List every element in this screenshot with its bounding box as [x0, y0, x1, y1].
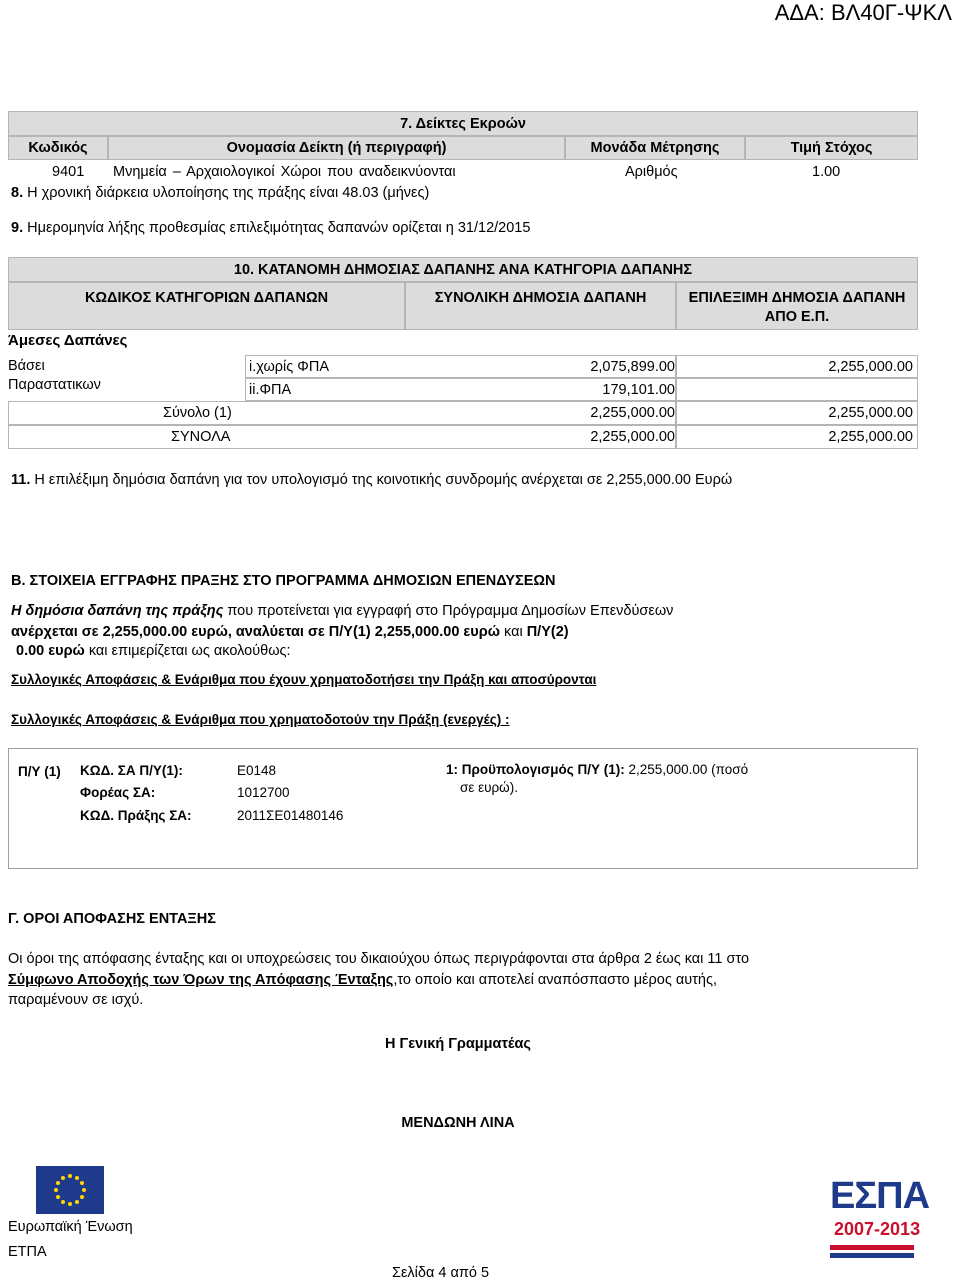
kod-sa-value: Ε0148: [237, 763, 277, 778]
signatory-role: Η Γενική Γραμματέας: [385, 1036, 531, 1052]
allocation-row-eligible: [676, 378, 918, 401]
total-header: [405, 282, 676, 330]
decisions-funded-heading: Συλλογικές Αποφάσεις & Ενάριθμα που έχουν χρηματοδοτήσει την Πράξη και αποσύρονται: [11, 672, 597, 687]
grand-total-eligible-cell: [676, 425, 918, 449]
foreas-label: Φορέας ΣΑ:: [80, 785, 156, 800]
section-c-title: Γ. ΟΡΟΙ ΑΠΟΦΑΣΗΣ ΕΝΤΑΞΗΣ: [8, 911, 216, 927]
public-expense-phrase: Η δημόσια δαπάνη της πράξης: [11, 603, 224, 619]
page-number: Σελίδα 4 από 5: [392, 1265, 490, 1281]
p3-a: 0.00 ευρώ: [16, 643, 85, 659]
section-b-paragraph-3: [16, 643, 291, 659]
indicator-code: 9401: [52, 164, 85, 180]
deadline-line: [11, 220, 530, 236]
indicator-name: Μνημεία – Αρχαιολογικοί Χώροι που αναδεικνύονται: [113, 164, 456, 180]
kod-praxis-label: ΚΩΔ. Πράξης ΣΑ:: [80, 808, 192, 823]
col-target-header: [745, 136, 918, 160]
section-b-paragraph-2: [11, 624, 569, 640]
p3-b: και επιμερίζεται ως ακολούθως:: [84, 643, 291, 659]
espa-stripes-icon: [830, 1243, 914, 1265]
col-unit-header: [565, 136, 745, 160]
budget-box: [8, 748, 918, 869]
row-label: ii.ΦΠΑ: [249, 382, 292, 398]
p2-d: Π/Υ(2): [526, 624, 569, 640]
p2-b: , αναλύεται σε Π/Υ(1) 2,255,000.00 ευρώ: [227, 624, 500, 640]
col-code-label: Κωδικός: [28, 140, 88, 156]
subtotal-eligible: 2,255,000.00: [828, 405, 913, 421]
allocation-row: [245, 355, 676, 378]
total-header-label: ΣΥΝΟΛΙΚΗ ΔΗΜΟΣΙΑ ΔΑΠΑΝΗ: [434, 290, 647, 306]
kod-praxis-value: 2011ΣΕ01480146: [237, 808, 344, 823]
col-name-label: Ονομασία Δείκτη (ή περιγραφή): [226, 140, 447, 156]
subtotal-row: [8, 401, 676, 425]
eligible-amount-line: [11, 472, 732, 488]
allocation-title-row: [8, 257, 918, 282]
duration-num: 8.: [11, 185, 24, 201]
subtotal-total: 2,255,000.00: [590, 405, 675, 421]
eligible-header-label-2: ΑΠΟ Ε.Π.: [764, 309, 830, 325]
row-label: i.χωρίς ΦΠΑ: [249, 359, 329, 375]
espa-logo: [830, 1175, 930, 1267]
budget-value: 2,255,000.00 (ποσό: [624, 762, 749, 777]
deadline-text: Ημερομηνία λήξης προθεσμίας επιλεξιμότητας δαπανών ορίζεται η 31/12/2015: [27, 220, 531, 236]
grand-total-label: ΣΥΝΟΛΑ: [171, 429, 231, 445]
foreas-value: 1012700: [237, 785, 290, 800]
direct-costs-label: Άμεσες Δαπάνες: [8, 332, 128, 349]
basis-label-2: Παραστατικων: [8, 377, 101, 393]
decisions-active-heading: Συλλογικές Αποφάσεις & Ενάριθμα που χρηματοδοτούν την Πράξη (ενεργές) :: [11, 712, 510, 727]
allocation-row: [245, 378, 676, 401]
eu-flag-logo: [36, 1166, 104, 1214]
deadline-num: 9.: [11, 220, 24, 236]
eu-label: Ευρωπαϊκή Ένωση: [8, 1219, 133, 1235]
ada-reference: ΑΔΑ: ΒΛ40Γ-ΨΚΛ: [774, 0, 952, 25]
col-target-label: Τιμή Στόχος: [790, 140, 873, 156]
category-header-label: ΚΩΔΙΚΟΣ ΚΑΤΗΓΟΡΙΩΝ ΔΑΠΑΝΩΝ: [84, 290, 329, 306]
section-c-line-1: Οι όροι της απόφασης ένταξης και οι υποχρεώσεις του δικαιούχου όπως περιγράφονται στα άρθρα 2 έως και 11 στο: [8, 951, 750, 967]
grand-total-total: 2,255,000.00: [590, 429, 675, 445]
eligible-amount-num: 11.: [11, 472, 31, 488]
section-b-title: Β. ΣΤΟΙΧΕΙΑ ΕΓΓΡΑΦΗΣ ΠΡΑΞΗΣ ΣΤΟ ΠΡΟΓΡΑΜΜΑ ΔΗΜΟΣΙΩΝ ΕΠΕΝΔΥΣΕΩΝ: [11, 573, 556, 589]
grand-total-eligible: 2,255,000.00: [828, 429, 913, 445]
indicators-title-row: [8, 111, 918, 136]
line2-rest: ,το οποίο και αποτελεί αναπόσπαστο μέρος αυτής,: [393, 972, 717, 988]
indicators-title: 7. Δείκτες Εκροών: [400, 116, 526, 132]
indicator-target: 1.00: [812, 164, 841, 180]
duration-line: [11, 185, 429, 201]
budget-line: [446, 762, 748, 777]
subtotal-label: Σύνολο (1): [163, 405, 232, 421]
p1-rest: που προτείνεται για εγγραφή στο Πρόγραμμα Δημοσίων Επενδύσεων: [223, 603, 674, 619]
section-c-line-2: [8, 972, 717, 988]
agreement-title: Σύμφωνο Αποδοχής των Όρων της Απόφασης Ένταξης: [8, 972, 394, 988]
row-eligible: 2,255,000.00: [828, 359, 913, 375]
col-name-header: [108, 136, 565, 160]
kod-sa-label: ΚΩΔ. ΣΑ Π/Υ(1):: [80, 763, 183, 778]
row-total: 179,101.00: [602, 382, 675, 398]
etpa-label: ΕΤΠΑ: [8, 1244, 47, 1260]
eligible-header: [676, 282, 918, 330]
row-total: 2,075,899.00: [590, 359, 675, 375]
eligible-amount-text: Η επιλέξιμη δημόσια δαπάνη για τον υπολογισμό της κοινοτικής συνδρομής ανέρχεται σε 2,255,000.00 Ευρώ: [34, 472, 733, 488]
grand-total-row: [8, 425, 676, 449]
col-unit-label: Μονάδα Μέτρησης: [590, 140, 720, 156]
eu-stars-icon: [36, 1166, 104, 1214]
budget-label: 1: Προϋπολογισμός Π/Υ (1):: [446, 762, 625, 777]
py-label: Π/Υ (1): [18, 764, 61, 779]
allocation-row-eligible: [676, 355, 918, 378]
col-code-header: [8, 136, 108, 160]
signatory-name: ΜΕΝΔΩΝΗ ΛΙΝΑ: [401, 1115, 515, 1131]
allocation-title: 10. ΚΑΤΑΝΟΜΗ ΔΗΜΟΣΙΑΣ ΔΑΠΑΝΗΣ ΑΝΑ ΚΑΤΗΓΟΡΙΑ ΔΑΠΑΝΗΣ: [233, 262, 693, 278]
duration-text: Η χρονική διάρκεια υλοποίησης της πράξης είναι 48.03 (μήνες): [27, 185, 430, 201]
budget-value-2: σε ευρώ).: [460, 780, 518, 795]
section-b-paragraph-1: [11, 603, 673, 619]
subtotal-eligible-cell: [676, 401, 918, 425]
basis-label-1: Βάσει: [8, 358, 45, 374]
category-header: [8, 282, 405, 330]
p2-c: και: [499, 624, 527, 640]
indicator-unit: Αριθμός: [625, 164, 678, 180]
espa-logo-text: ΕΣΠΑ: [830, 1175, 930, 1217]
eligible-header-label-1: ΕΠΙΛΕΞΙΜΗ ΔΗΜΟΣΙΑ ΔΑΠΑΝΗ: [688, 290, 906, 306]
p2-a: ανέρχεται σε 2,255,000.00 ευρώ: [11, 624, 228, 640]
espa-years: 2007-2013: [834, 1219, 921, 1239]
section-c-line-3: παραμένουν σε ισχύ.: [8, 992, 144, 1008]
